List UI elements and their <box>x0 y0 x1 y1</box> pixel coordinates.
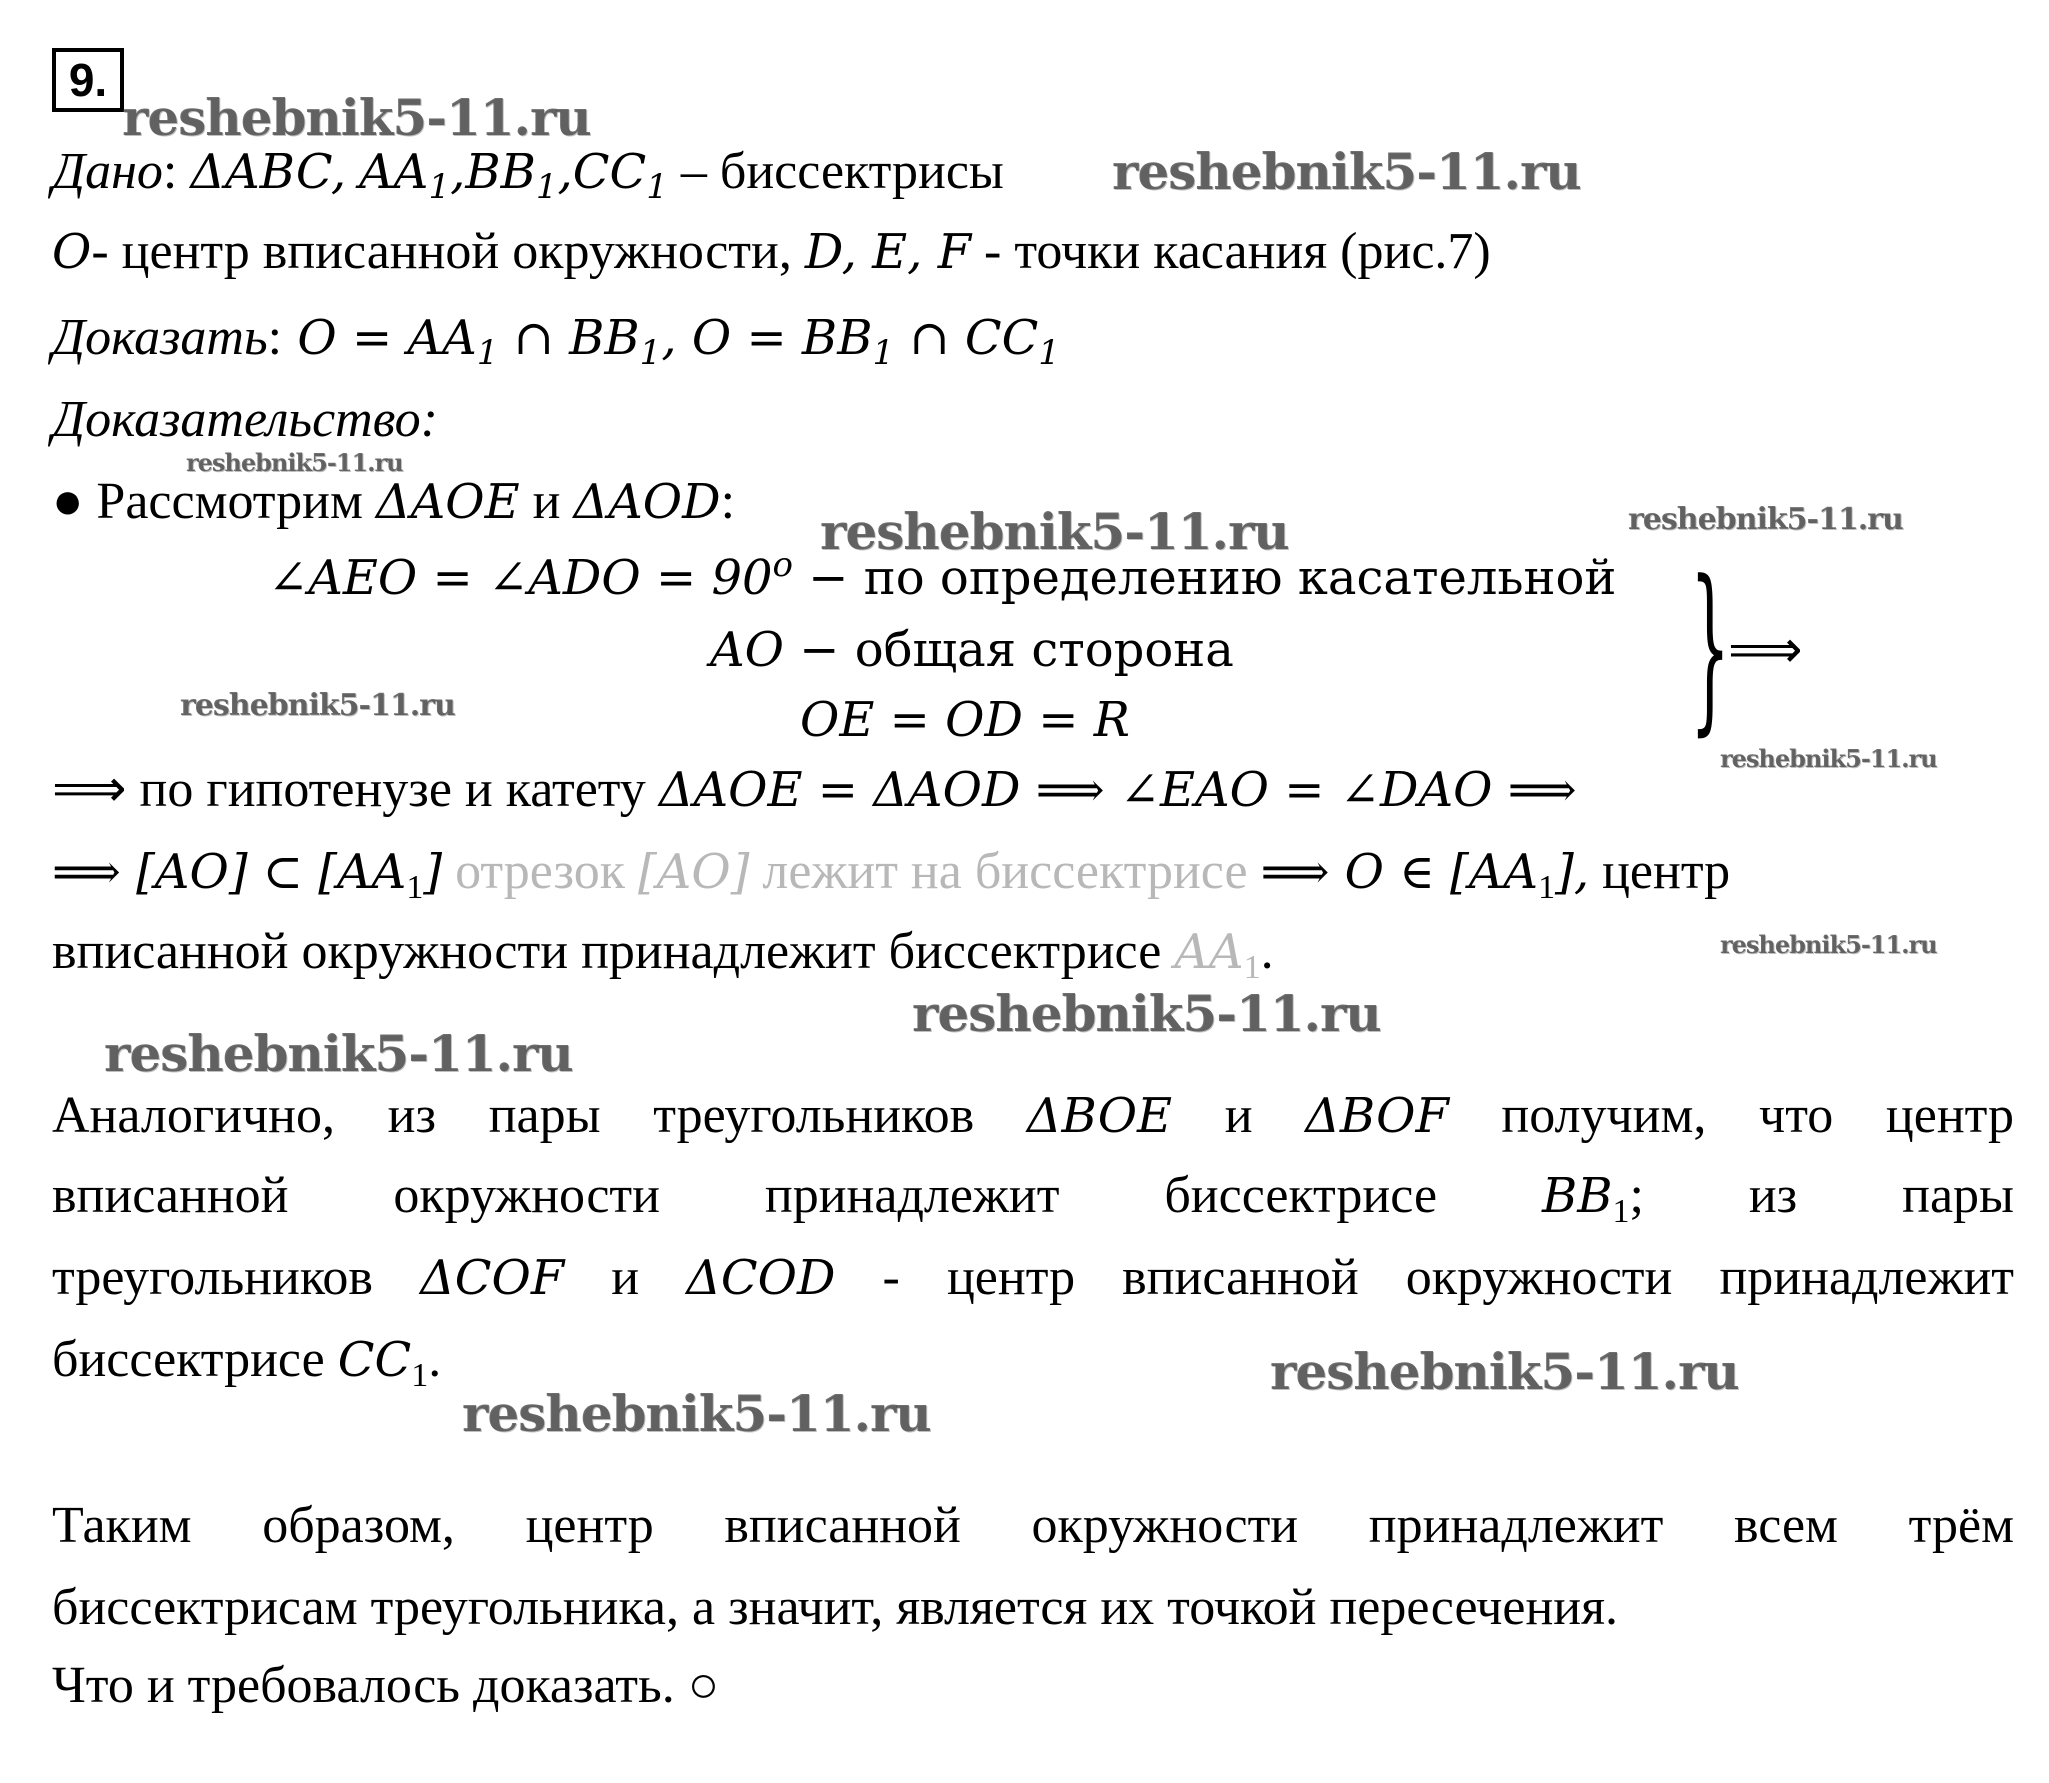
consider-colon: : <box>720 473 736 530</box>
tangent-points: D, E, F <box>804 224 971 280</box>
system-row-1: ∠AEO = ∠ADO = $90^o$ − по определению касательной <box>268 545 1617 606</box>
watermark: reshebnik5-11.ru <box>186 448 403 477</box>
conclusion-line-1: ⟹ по гипотенузе и катету ΔAOE = ΔAOD ⟹ ∠EAO = ∠DAO ⟹ <box>52 761 1577 818</box>
given-second-line <box>52 222 1491 282</box>
bullet: ● <box>52 473 84 530</box>
prove-line <box>52 308 1060 373</box>
consider-text: Рассмотрим <box>83 473 376 530</box>
prove-expression: $O = AA_1$ ∩ $BB_1$, $O = BB_1$ ∩ $CC_1$ <box>282 310 1060 373</box>
center-symbol: O <box>52 224 92 280</box>
watermark: reshebnik5-11.ru <box>1628 502 1903 537</box>
watermark: reshebnik5-11.ru <box>1112 142 1581 201</box>
given-tail: – биссектрисы <box>667 143 1004 200</box>
problem-number-box: 9. <box>52 48 124 112</box>
watermark: reshebnik5-11.ru <box>462 1384 931 1443</box>
system-row-3: OE = OD = R <box>800 692 1130 748</box>
system-implies: ⟹ <box>1728 620 1803 680</box>
watermark: reshebnik5-11.ru <box>1720 744 1937 773</box>
given-colon: : <box>162 143 178 200</box>
given-line <box>52 142 1004 207</box>
triangle-aod: ΔAOD <box>573 474 721 530</box>
system-brace: } <box>1690 543 1731 752</box>
system-row-2: AO − общая сторона <box>710 622 1234 678</box>
final-line-1: Таким образом, центр вписанной окружности принадлежит всем трём <box>52 1497 2014 1554</box>
proof-label: Доказательство: <box>52 391 438 448</box>
watermark: reshebnik5-11.ru <box>1720 930 1937 959</box>
analog-line-2: вписанной окружности принадлежит биссектрисе $BB_1$; из пары <box>52 1167 2014 1230</box>
conclusion-line-3: вписанной окружности принадлежит биссектрисе $AA_1$. <box>52 923 1274 986</box>
given-bisector-c: $CC_1$ <box>572 144 668 207</box>
analog-line-3: треугольников ΔCOF и ΔCOD - центр вписанной окружности принадлежит <box>52 1249 2014 1306</box>
prove-colon: : <box>267 309 283 366</box>
and-word: и <box>519 473 574 530</box>
tangent-text: - точки касания (рис.7) <box>971 223 1491 280</box>
given-bisector-a: $AA_1$, <box>359 144 466 207</box>
center-text: - центр вписанной окружности, <box>91 223 805 280</box>
triangle-aoe: ΔAOE <box>375 474 520 530</box>
watermark: reshebnik5-11.ru <box>1270 1342 1739 1401</box>
final-line-2: биссектрисам треугольника, а значит, является их точкой пересечения. <box>52 1579 1619 1636</box>
consider-line <box>52 472 735 532</box>
conclusion-line-2: ⟹ [AO] ⊂ $[AA_1]$ отрезок [AO] лежит на биссектрисе ⟹ O ∈ $[AA_1]$, центр <box>52 843 1731 906</box>
watermark: reshebnik5-11.ru <box>912 984 1381 1043</box>
watermark: reshebnik5-11.ru <box>820 502 1289 561</box>
watermark: reshebnik5-11.ru <box>122 88 591 147</box>
given-bisector-b: $BB_1$, <box>465 144 573 207</box>
given-triangle: ΔABC, <box>190 144 347 200</box>
final-line-3: Что и требовалось доказать. ○ <box>52 1657 720 1714</box>
watermark: reshebnik5-11.ru <box>180 688 455 723</box>
analog-line-4: биссектрисе $CC_1$. <box>52 1331 442 1394</box>
given-label: Дано <box>52 143 163 200</box>
watermark: reshebnik5-11.ru <box>104 1024 573 1083</box>
prove-label: Доказать <box>52 309 268 366</box>
analog-line-1: Аналогично, из пары треугольников ΔBOE и ΔBOF получим, что центр <box>52 1087 2015 1144</box>
